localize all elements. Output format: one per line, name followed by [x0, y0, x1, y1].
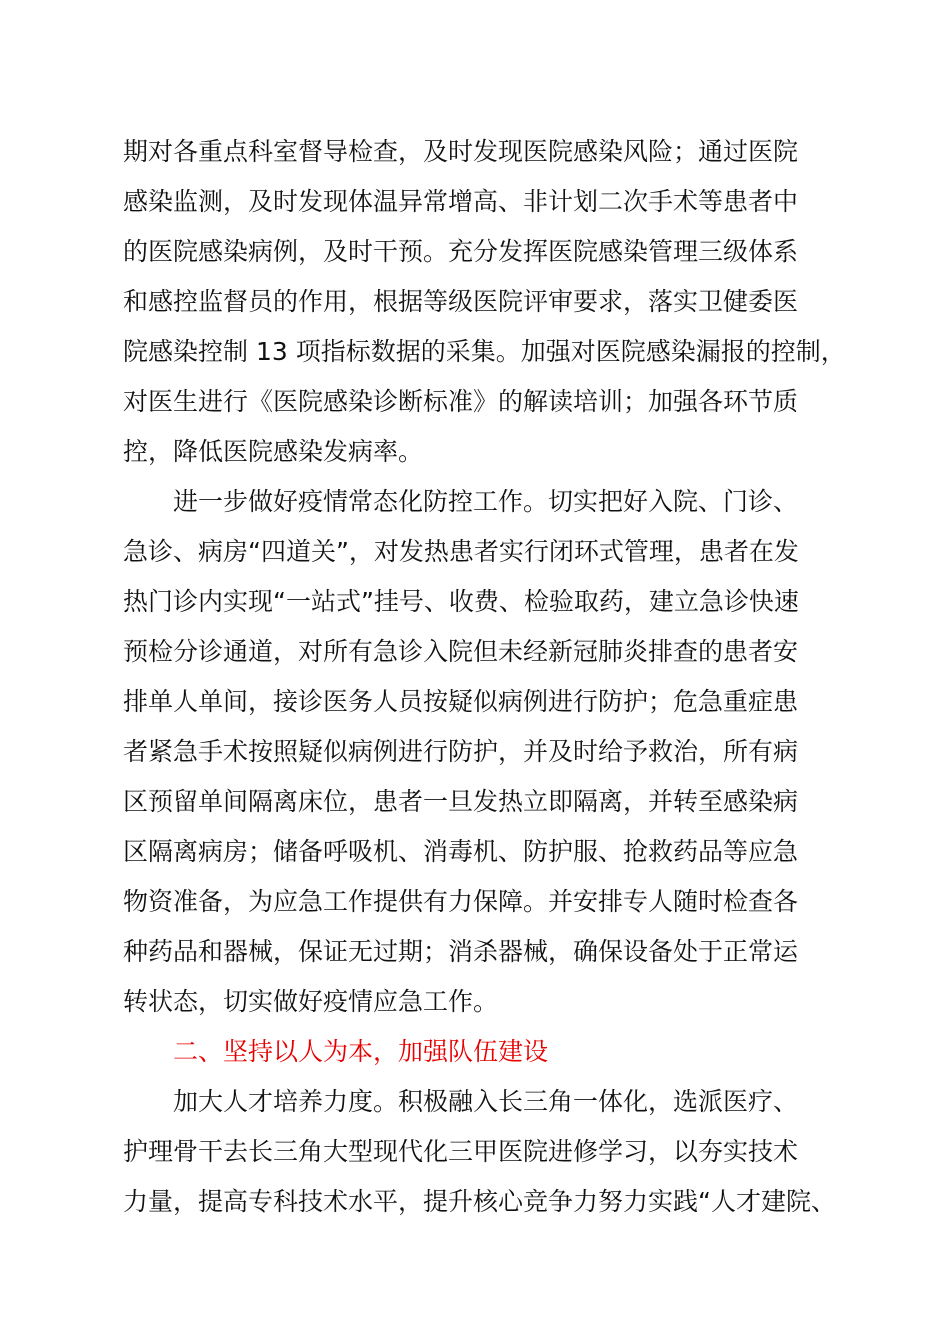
text-line: 区预留单间隔离床位，患者一旦发热立即隔离，并转至感染病	[123, 787, 799, 816]
paragraph-infection-control	[123, 127, 868, 477]
text-line: 力量，提高专科技术水平，提升核心竞争力努力实践“人才建院、	[123, 1187, 836, 1216]
text-line: 和感控监督员的作用，根据等级医院评审要求，落实卫健委医	[123, 287, 799, 316]
text-line: 控，降低医院感染发病率。	[123, 437, 424, 466]
text-line: 期对各重点科室督导检查，及时发现医院感染风险；通过医院	[123, 137, 799, 166]
text-line: 感染监测，及时发现体温异常增高、非计划二次手术等患者中	[123, 187, 799, 216]
text-line: 种药品和器械，保证无过期；消杀器械，确保设备处于正常运	[123, 937, 799, 966]
text-line: 的医院感染病例，及时干预。充分发挥医院感染管理三级体系	[123, 237, 799, 266]
text-line: 急诊、病房“四道关”，对发热患者实行闭环式管理，患者在发	[123, 537, 799, 566]
text-line: 者紧急手术按照疑似病例进行防护，并及时给予救治，所有病	[123, 737, 799, 766]
text-line: 加大人才培养力度。积极融入长三角一体化，选派医疗、	[173, 1087, 799, 1116]
text-line: 转状态，切实做好疫情应急工作。	[123, 987, 499, 1016]
paragraph-talent-training	[123, 1077, 868, 1227]
text-line: 热门诊内实现“一站式”挂号、收费、检验取药，建立急诊快速	[123, 587, 799, 616]
text-line: 对医生进行《医院感染诊断标准》的解读培训；加强各环节质	[123, 387, 799, 416]
text-line: 物资准备，为应急工作提供有力保障。并安排专人随时检查各	[123, 887, 799, 916]
text-line: 区隔离病房；储备呼吸机、消毒机、防护服、抢救药品等应急	[123, 837, 799, 866]
text-line: 进一步做好疫情常态化防控工作。切实把好入院、门诊、	[173, 487, 799, 516]
text-line: 院感染控制 13 项指标数据的采集。加强对医院感染漏报的控制，	[123, 337, 846, 366]
section-heading: 二、坚持以人为本，加强队伍建设	[173, 1037, 549, 1066]
text-line: 护理骨干去长三角大型现代化三甲医院进修学习，以夯实技术	[123, 1137, 799, 1166]
paragraph-epidemic-prevention	[123, 477, 868, 1027]
text-line: 预检分诊通道，对所有急诊入院但未经新冠肺炎排查的患者安	[123, 637, 799, 666]
document-body	[123, 127, 868, 1227]
text-line: 排单人单间，接诊医务人员按疑似病例进行防护；危急重症患	[123, 687, 799, 716]
